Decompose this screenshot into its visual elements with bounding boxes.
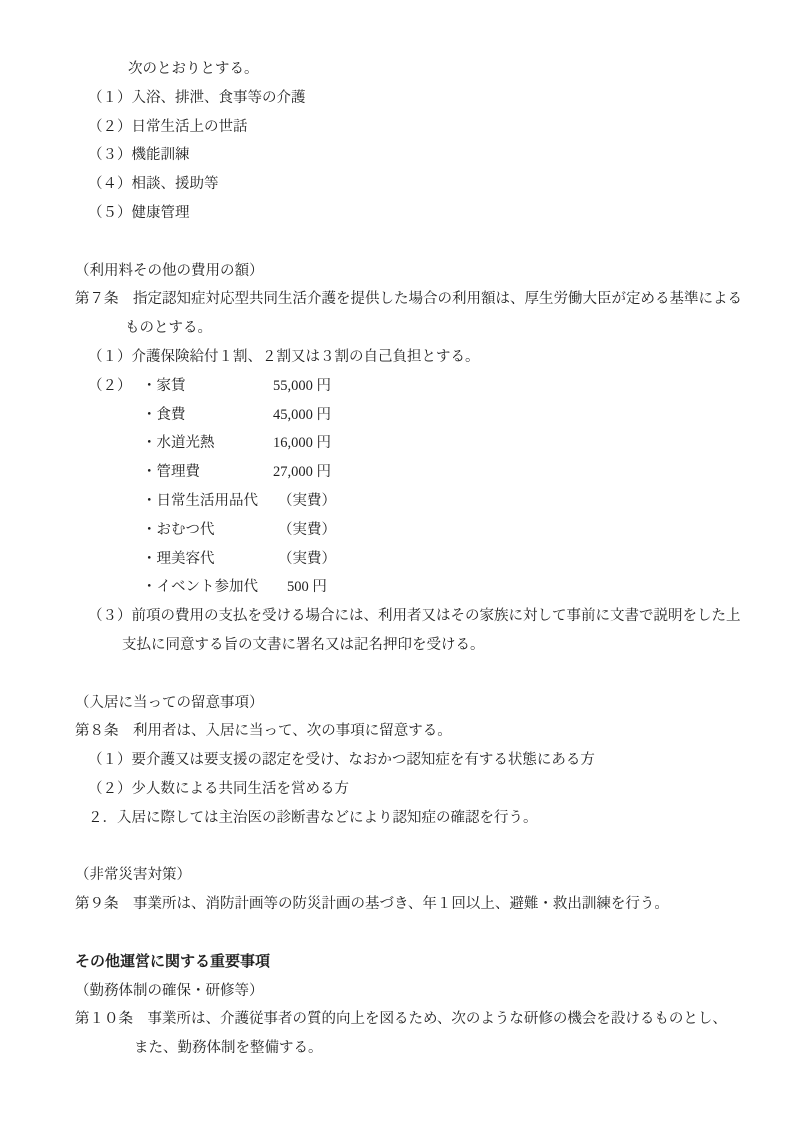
- service-item-1: （１）入浴、排泄、食事等の介護: [88, 89, 306, 106]
- article7-line1: 第７条 指定認知症対応型共同生活介護を提供した場合の利用額は、厚生労働大臣が定める基準による: [75, 291, 742, 308]
- fee-label: ・食費: [142, 406, 186, 423]
- fee-row: [142, 429, 744, 458]
- admission-section-heading: （入居に当っての留意事項）: [75, 694, 264, 711]
- article7-line2: ものとする。: [125, 320, 212, 337]
- fee-value: 16,000 円: [273, 435, 331, 452]
- fee-label: ・管理費: [142, 464, 200, 481]
- article8-item2: （２）少人数による共同生活を営める方: [88, 780, 349, 797]
- fee-value: 27,000 円: [273, 464, 331, 481]
- article8-line: 第８条 利用者は、入居に当って、次の事項に留意する。: [75, 723, 452, 740]
- service-item-5: （５）健康管理: [88, 204, 190, 221]
- fee-label: ・家賃: [142, 377, 186, 394]
- fee-label: ・水道光熱: [142, 435, 215, 452]
- fee-value: （実費）: [278, 492, 336, 509]
- article10-line2: また、勤務体制を整備する。: [134, 1040, 323, 1057]
- disaster-section-heading: （非常災害対策）: [75, 867, 191, 884]
- fee-label: ・イベント参加代: [142, 579, 258, 596]
- fee-label: ・おむつ代: [142, 521, 215, 538]
- fee-value: 45,000 円: [273, 406, 331, 423]
- article9-line: 第９条 事業所は、消防計画等の防災計画の基づき、年１回以上、避難・救出訓練を行う。: [75, 896, 669, 913]
- article7-item3-line1: （３）前項の費用の支払を受ける場合には、利用者又はその家族に対して事前に文書で説明をした上: [88, 608, 741, 625]
- spacer: [75, 833, 744, 862]
- fees-section-heading: （利用料その他の費用の額）: [75, 262, 264, 279]
- fee-value: （実費）: [278, 521, 336, 538]
- fee-value: （実費）: [278, 550, 336, 567]
- spacer: [75, 919, 744, 948]
- fee-label: ・日常生活用品代: [142, 492, 258, 509]
- intro-line: 次のとおりとする。: [128, 61, 259, 77]
- article8-item1: （１）要介護又は要支援の認定を受け、なおかつ認知症を有する状態にある方: [88, 752, 595, 769]
- fee-row: [142, 401, 744, 430]
- fee-label: ・理美容代: [142, 550, 215, 567]
- service-item-2: （２）日常生活上の世話: [88, 118, 248, 135]
- spacer: [75, 228, 744, 257]
- fee-list-item-number: （２）: [88, 377, 132, 394]
- fee-row: [142, 545, 744, 574]
- spacer: [75, 660, 744, 689]
- service-item-4: （４）相談、援助等: [88, 176, 219, 193]
- other-matters-heading: その他運営に関する重要事項: [75, 952, 271, 970]
- staffing-section-heading: （勤務体制の確保・研修等）: [75, 982, 264, 999]
- fee-row: [142, 458, 744, 487]
- article7-item1: （１）介護保険給付１割、２割又は３割の自己負担とする。: [88, 348, 480, 365]
- fee-row: [88, 372, 744, 401]
- fee-value: 55,000 円: [273, 377, 331, 394]
- fee-row: [142, 487, 744, 516]
- service-item-3: （３）機能訓練: [88, 147, 190, 164]
- article7-item3-line2: 支払に同意する旨の文書に署名又は記名押印を受ける。: [122, 636, 485, 653]
- fee-row: [142, 573, 744, 602]
- article10-line1: 第１０条 事業所は、介護従事者の質的向上を図るため、次のような研修の機会を設けるものとし、: [75, 1011, 727, 1028]
- fee-row: [142, 516, 744, 545]
- fee-value: 500 円: [287, 579, 327, 596]
- article8-para2: ２．入居に際しては主治医の診断書などにより認知症の確認を行う。: [88, 809, 538, 826]
